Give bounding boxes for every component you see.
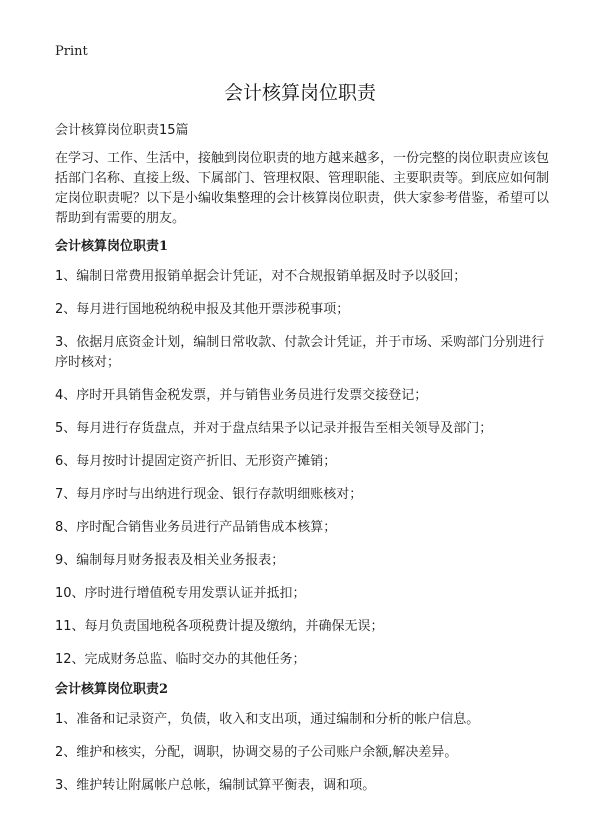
list-item: 6、每月按时计提固定资产折旧、无形资产摊销； [55, 454, 337, 469]
list-item: 2、每月进行国地税纳税申报及其他开票涉税事项； [55, 302, 350, 317]
list-item: 11、每月负责国地税各项税费计提及缴纳，并确保无误； [55, 619, 384, 634]
list-item: 10、序时进行增值税专用发票认证并抵扣； [55, 586, 306, 601]
list-item: 12、完成财务总监、临时交办的其他任务； [55, 652, 306, 667]
list-item: 9、编制每月财务报表及相关业务报表； [55, 553, 285, 568]
section-heading: 会计核算岗位职责1 [55, 239, 169, 254]
section-1 [55, 237, 555, 670]
intro-paragraph: 在学习、工作、生活中，接触到岗位职责的地方越来越多，一份完整的岗位职责应该包括部门名称、直接上级、下属部门、管理权限、管理职能、主要职责等。到底应如何制定岗位职责呢？以下是小编收集整理的会计核算岗位职责，供大家参考借鉴，希望可以帮助到有需要的朋友。 [55, 151, 550, 226]
section-2 [55, 680, 555, 796]
list-item: 3、维护转让附属帐户总帐，编制试算平衡表，调和项。 [55, 778, 376, 793]
list-item: 8、序时配合销售业务员进行产品销售成本核算； [55, 520, 337, 535]
list-item: 7、每月序时与出纳进行现金、银行存款明细账核对； [55, 487, 363, 502]
page-title: 会计核算岗位职责 [223, 82, 376, 104]
list-item: 4、序时开具销售金税发票，并与销售业务员进行发票交接登记； [55, 388, 428, 403]
section-heading: 会计核算岗位职责2 [55, 682, 169, 697]
list-item: 3、依据月底资金计划，编制日常收款、付款会计凭证，并于市场、采购部门分别进行序时核对； [55, 335, 545, 370]
list-item: 2、维护和核实，分配，调职，协调交易的子公司账户余额,解决差异。 [55, 745, 458, 760]
document-subtitle: 会计核算岗位职责15篇 [55, 123, 189, 138]
list-item: 5、每月进行存货盘点，并对于盘点结果予以记录并报告至相关领导及部门； [55, 421, 493, 436]
print-label[interactable]: Print [55, 44, 88, 59]
list-item: 1、准备和记录资产，负债，收入和支出项，通过编制和分析的帐户信息。 [55, 712, 480, 727]
list-item: 1、编制日常费用报销单据会计凭证，对不合规报销单据及时予以驳回； [55, 269, 467, 284]
document-body [55, 121, 555, 809]
